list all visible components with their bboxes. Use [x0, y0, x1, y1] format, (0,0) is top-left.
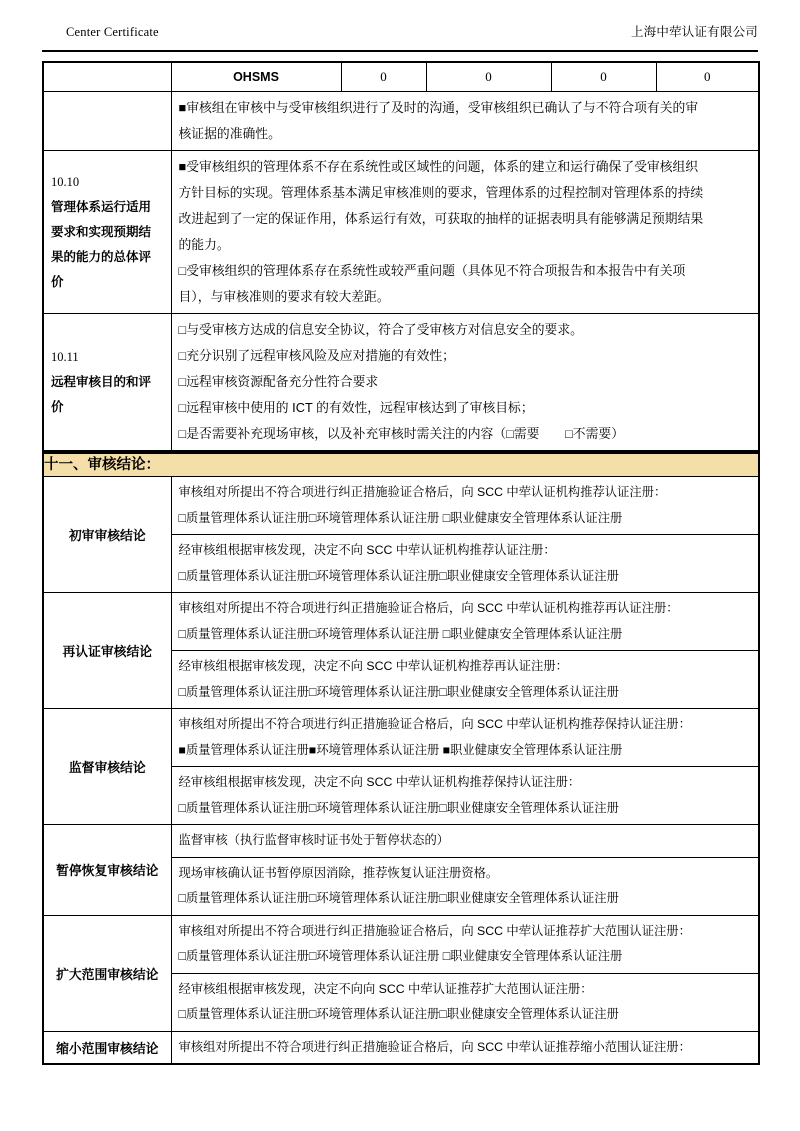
section-10-10-line-1: ■受审核组织的管理体系不存在系统性或区域性的问题，体系的建立和运行确保了受审核组织	[178, 159, 699, 174]
conclusion-expand-b2-line-2: □质量管理体系认证注册□环境管理体系认证注册□职业健康安全管理体系认证注册	[178, 1007, 619, 1021]
communication-note-text	[172, 92, 759, 150]
conclusion-surveillance-b2-line-1: 经审核组根据审核发现，决定不向 SCC 中荦认证机构推荐保持认证注册：	[178, 775, 581, 789]
conclusion-row-reduce	[43, 1031, 759, 1064]
conclusion-initial-b1-line-1: 审核组对所提出不符合项进行纠正措施验证合格后，向 SCC 中荦认证机构推荐认证注册：	[178, 485, 667, 499]
section-10-10-body-cell	[171, 151, 759, 314]
conclusion-surveillance-b2-line-2: □质量管理体系认证注册□环境管理体系认证注册□职业健康安全管理体系认证注册	[178, 800, 619, 815]
conclusion-reduce-block-1-text	[172, 1032, 759, 1064]
page-running-header	[42, 24, 758, 52]
conclusion-recert-block-1	[171, 593, 759, 651]
ohsms-row-label	[44, 71, 171, 83]
conclusion-recert-block-1-text	[172, 593, 759, 650]
section-10-11-label-cell	[43, 314, 171, 452]
conclusion-initial-block-2	[171, 535, 759, 593]
conclusion-label-scope-expansion: 扩大范围审核结论	[43, 915, 171, 1031]
conclusion-surveillance-block-1	[171, 709, 759, 767]
section-10-10-title-line-4: 价	[51, 274, 64, 289]
conclusion-suspension-b1-line-1: 监督审核（执行监督审核时证书处于暂停状态的）	[178, 833, 450, 847]
section-10-11-line-5: □是否需要补充现场审核，以及补充审核时需关注的内容（□需要 □不需要）	[178, 426, 624, 441]
section-10-10-line-6: 目），与审核准则的要求有较大差距。	[178, 289, 390, 304]
conclusion-row-suspension-a	[43, 825, 759, 858]
conclusion-initial-block-1-text	[172, 477, 759, 534]
conclusion-initial-block-2-text	[172, 535, 759, 592]
table-row-section-10-11	[43, 314, 759, 452]
conclusion-suspension-b2-line-1: 现场审核确认证书暂停原因消除，推荐恢复认证注册资格。	[178, 865, 499, 880]
conclusion-row-initial-a	[43, 477, 759, 535]
conclusion-expand-block-2	[171, 973, 759, 1031]
ohsms-value-2: 0	[426, 62, 551, 92]
communication-note-line-1: ■审核组在审核中与受审核组织进行了及时的沟通，受审核组织已确认了与不符合项有关的审	[178, 100, 699, 115]
section-10-10-title-line-3: 果的能力的总体评	[51, 249, 152, 264]
ohsms-value-3: 0	[551, 62, 656, 92]
table-row-communication-note	[43, 92, 759, 151]
conclusion-reduce-b1-line-1: 审核组对所提出不符合项进行纠正措施验证合格后，向 SCC 中荦认证推荐缩小范围认证注册：	[178, 1039, 691, 1054]
section-10-10-label	[44, 164, 171, 301]
section-10-11-body	[172, 314, 759, 450]
conclusion-label-surveillance: 监督审核结论	[43, 709, 171, 825]
conclusion-row-expand-a	[43, 915, 759, 973]
section-10-10-line-5: □受审核组织的管理体系存在系统性或较严重问题（具体见不符合项报告和本报告中有关项	[178, 263, 686, 278]
section-10-11-title-line-1: 远程审核目的和评	[51, 374, 152, 389]
conclusion-surveillance-block-2-text	[172, 767, 759, 824]
table-row-ohsms	[43, 62, 759, 92]
conclusion-suspension-block-1-text	[172, 825, 759, 857]
conclusion-initial-b1-line-2: □质量管理体系认证注册□环境管理体系认证注册 □职业健康安全管理体系认证注册	[178, 510, 623, 525]
section-10-10-line-2: 方针目标的实现。管理体系基本满足审核准则的要求，管理体系的过程控制对管理体系的持续	[178, 185, 704, 200]
conclusions-banner-row	[43, 453, 759, 477]
section-10-11-line-1: □与受审核方达成的信息安全协议，符合了受审核方对信息安全的要求。	[178, 322, 583, 337]
section-10-11-line-4: □远程审核中使用的 ICT 的有效性，远程审核达到了审核目标；	[178, 400, 534, 415]
conclusion-suspension-block-2-text	[172, 858, 759, 915]
section-10-10-title-line-2: 要求和实现预期结	[51, 224, 152, 239]
conclusion-suspension-block-1	[171, 825, 759, 858]
conclusion-recert-b1-line-1: 审核组对所提出不符合项进行纠正措施验证合格后，向 SCC 中荦认证机构推荐再认证注册：	[178, 601, 679, 615]
section-10-10-line-3: 改进起到了一定的保证作用，体系运行有效，可获取的抽样的证据表明具有能够满足预期结果	[178, 211, 704, 226]
conclusion-surveillance-block-1-text	[172, 709, 759, 766]
conclusion-label-initial: 初审审核结论	[43, 477, 171, 593]
conclusion-row-surveillance-a	[43, 709, 759, 767]
conclusion-recert-block-2-text	[172, 651, 759, 708]
table-row-section-10-10	[43, 151, 759, 314]
section-10-10-body	[172, 151, 759, 313]
conclusions-section-banner: 十一、审核结论：	[43, 453, 759, 477]
conclusion-initial-b2-line-1: 经审核组根据审核发现，决定不向 SCC 中荦认证机构推荐认证注册：	[178, 543, 556, 557]
header-right-company: 上海中荦认证有限公司	[630, 25, 758, 39]
conclusion-row-recert-a	[43, 593, 759, 651]
conclusion-reduce-block-1	[171, 1031, 759, 1064]
conclusion-initial-b2-line-2: □质量管理体系认证注册□环境管理体系认证注册□职业健康安全管理体系认证注册	[178, 568, 619, 583]
section-10-10-title-line-1: 管理体系运行适用	[51, 199, 152, 214]
conclusion-surveillance-b1-line-1: 审核组对所提出不符合项进行纠正措施验证合格后，向 SCC 中荦认证机构推荐保持认证注册：	[178, 717, 691, 731]
conclusion-expand-block-1-text	[172, 916, 759, 973]
header-left-title: Center Certificate	[66, 25, 159, 39]
conclusion-recert-b2-line-1: 经审核组根据审核发现，决定不向 SCC 中荦认证机构推荐再认证注册：	[178, 659, 568, 673]
ohsms-standard-cell: OHSMS	[171, 62, 341, 92]
ohsms-value-4: 0	[656, 62, 759, 92]
conclusion-expand-block-1	[171, 915, 759, 973]
section-10-11-line-2: □充分识别了远程审核风险及应对措施的有效性；	[178, 348, 455, 363]
conclusion-suspension-b2-line-2: □质量管理体系认证注册□环境管理体系认证注册□职业健康安全管理体系认证注册	[178, 891, 619, 905]
conclusion-label-recertification: 再认证审核结论	[43, 593, 171, 709]
conclusion-label-scope-reduction: 缩小范围审核结论	[43, 1031, 171, 1064]
conclusion-expand-block-2-text	[172, 974, 759, 1031]
communication-note-cell	[171, 92, 759, 151]
conclusion-initial-block-1	[171, 477, 759, 535]
section-10-11-title-line-2: 价	[51, 399, 64, 414]
conclusion-recert-b2-line-2: □质量管理体系认证注册□环境管理体系认证注册□职业健康安全管理体系认证注册	[178, 684, 619, 699]
conclusion-surveillance-b1-line-2: ■质量管理体系认证注册■环境管理体系认证注册 ■职业健康安全管理体系认证注册	[178, 742, 623, 757]
conclusion-expand-b2-line-1: 经审核组根据审核发现，决定不向向 SCC 中荦认证推荐扩大范围认证注册：	[178, 981, 593, 996]
conclusion-expand-b1-line-2: □质量管理体系认证注册□环境管理体系认证注册 □职业健康安全管理体系认证注册	[178, 949, 623, 963]
ohsms-row-label-cell	[43, 62, 171, 92]
conclusion-expand-b1-line-1: 审核组对所提出不符合项进行纠正措施验证合格后，向 SCC 中荦认证推荐扩大范围认证注册：	[178, 923, 691, 938]
section-10-10-number: 10.10	[51, 174, 80, 189]
communication-note-line-2: 核证据的准确性。	[178, 126, 281, 141]
section-10-11-number: 10.11	[51, 349, 79, 364]
conclusion-suspension-block-2	[171, 857, 759, 915]
section-10-11-body-cell	[171, 314, 759, 452]
conclusion-recert-b1-line-2: □质量管理体系认证注册□环境管理体系认证注册 □职业健康安全管理体系认证注册	[178, 626, 623, 641]
conclusion-label-suspension-restore: 暂停恢复审核结论	[43, 825, 171, 916]
section-10-11-label	[44, 339, 171, 426]
conclusion-recert-block-2	[171, 651, 759, 709]
conclusion-surveillance-block-2	[171, 767, 759, 825]
ohsms-value-1: 0	[341, 62, 426, 92]
evaluation-table	[42, 61, 760, 452]
conclusions-table	[42, 452, 760, 1065]
section-10-10-line-4: 的能力。	[178, 237, 230, 252]
section-10-11-line-3: □远程审核资源配备充分性符合要求	[178, 374, 379, 389]
communication-note-label-cell	[43, 92, 171, 151]
section-10-10-label-cell	[43, 151, 171, 314]
